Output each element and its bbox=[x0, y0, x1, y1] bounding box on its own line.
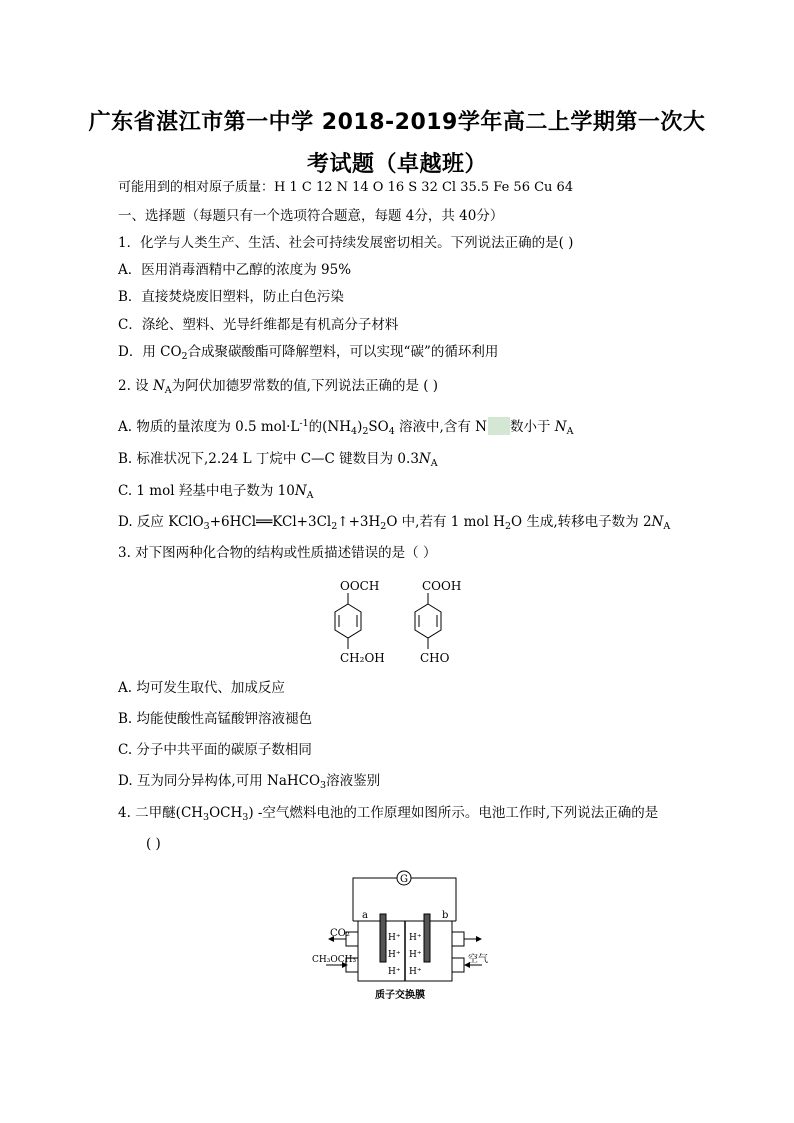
q2-d-t2: +6HCl bbox=[209, 514, 257, 530]
mol2-bottom-label: CHO bbox=[420, 651, 450, 665]
q3-structures-figure bbox=[320, 574, 480, 670]
ammonium-ion-image-placeholder bbox=[488, 417, 510, 435]
q4-answer-paren: ( ) bbox=[146, 836, 161, 852]
q4-s2: 3 bbox=[242, 812, 249, 823]
q2-option-d bbox=[118, 514, 670, 535]
q2-a-sup: -1 bbox=[299, 418, 309, 429]
q3-option-a: A. 均可发生取代、加成反应 bbox=[118, 680, 285, 696]
q2-d-s2: 2 bbox=[331, 521, 338, 532]
q1-d-text: D．用 CO bbox=[118, 344, 182, 360]
q2-c-a: A bbox=[306, 490, 314, 501]
q2-d-t3: KCl+3Cl bbox=[272, 514, 332, 530]
q2-c-n: N bbox=[294, 483, 307, 499]
q3-option-d bbox=[118, 773, 380, 794]
q2-b-pre: B. 标准状况下,2.24 L 丁烷中 C—C 键数目为 0.3 bbox=[118, 451, 419, 467]
q2-stem-post: 为阿伏加德罗常数的值,下列说法正确的是 ( ) bbox=[171, 378, 439, 394]
co2-label: CO₂ bbox=[330, 928, 350, 939]
q2-d-s3: 2 bbox=[380, 521, 387, 532]
air-label: 空气 bbox=[468, 954, 488, 965]
electrode-b-label: b bbox=[442, 910, 449, 921]
q2-d-n: N bbox=[651, 514, 664, 530]
electrode-a-label: a bbox=[362, 910, 368, 921]
q2-d-s1: 3 bbox=[203, 521, 210, 532]
ch3och3-label: CH₃OCH₃ bbox=[312, 955, 357, 965]
q4-t3: ) -空气燃料电池的工作原理如图所示。电池工作时,下列说法正确的是 bbox=[248, 805, 659, 821]
right-outlet-port bbox=[452, 932, 464, 946]
electrode-b bbox=[424, 914, 430, 962]
atomic-masses: 可能用到的相对原子质量：H 1 C 12 N 14 O 16 S 32 Cl 35.5 Fe 56 Cu 64 bbox=[118, 180, 574, 195]
q2-a-post: 数小于 bbox=[509, 419, 555, 435]
q2-a-pre: A. 物质的量浓度为 0.5 mol·L bbox=[118, 419, 300, 435]
q3-d-sub: 3 bbox=[320, 780, 327, 791]
exam-title-line2: 考试题（卓越班） bbox=[306, 152, 487, 177]
q1-option-b: B．直接焚烧废旧塑料，防止白色污染 bbox=[118, 289, 344, 305]
h-plus-left-3: H⁺ bbox=[388, 967, 401, 977]
q3-d-pre: D. 互为同分异构体,可用 NaHCO bbox=[118, 773, 321, 789]
q2-a-n: N bbox=[554, 419, 567, 435]
q2-a-mid: 的(NH bbox=[308, 419, 352, 435]
h-plus-right-1: H⁺ bbox=[409, 933, 422, 943]
h-plus-left-1: H⁺ bbox=[388, 933, 401, 943]
q4-t1: 4. 二甲醚(CH bbox=[118, 805, 204, 821]
q1-option-a: A．医用消毒酒精中乙醇的浓度为 95% bbox=[118, 262, 352, 278]
q2-stem-n: N bbox=[152, 378, 165, 394]
q2-d-t4: ↑+3H bbox=[337, 514, 381, 530]
h-plus-left-2: H⁺ bbox=[388, 950, 401, 960]
q2-d-s4: 2 bbox=[504, 521, 511, 532]
mol1-top-label: OOCH bbox=[340, 579, 380, 593]
q2-a-sub4b: 4 bbox=[388, 426, 395, 437]
q4-stem bbox=[118, 805, 658, 826]
q1-stem: 1．化学与人类生产、生活、社会可持续发展密切相关。下列说法正确的是( ) bbox=[118, 235, 574, 251]
right-inlet-port bbox=[452, 958, 464, 972]
fuel-cell-diagram bbox=[308, 866, 498, 1016]
q3-d-post: 溶液鉴别 bbox=[326, 773, 381, 789]
q2-d-a: A bbox=[663, 521, 671, 532]
membrane-label: 质子交换膜 bbox=[375, 990, 425, 1001]
q2-b-n: N bbox=[418, 451, 431, 467]
q2-d-t5: O 中,若有 1 mol H bbox=[386, 514, 505, 530]
h-plus-right-2: H⁺ bbox=[409, 950, 422, 960]
q2-stem bbox=[118, 378, 438, 399]
q4-s1: 3 bbox=[203, 812, 210, 823]
q2-d-t6: O 生成,转移电子数为 2 bbox=[511, 514, 652, 530]
q2-a-mid2: ) bbox=[357, 419, 363, 435]
q2-stem-pre: 2. 设 bbox=[118, 378, 153, 394]
q2-option-a bbox=[118, 416, 573, 440]
q2-option-b bbox=[118, 451, 438, 472]
q3-option-c: C. 分子中共平面的碳原子数相同 bbox=[118, 742, 312, 758]
q1-option-d bbox=[118, 344, 498, 365]
exam-title-line1: 广东省湛江市第一中学 2018-2019学年高二上学期第一次大 bbox=[88, 110, 706, 135]
section-heading: 一、选择题（每题只有一个选项符合题意，每题 4分，共 40分） bbox=[118, 208, 504, 224]
q2-a-mid4: 溶液中,含有 N bbox=[394, 419, 487, 435]
q2-c-pre: C. 1 mol 羟基中电子数为 10 bbox=[118, 483, 295, 499]
mol2-top-label: COOH bbox=[422, 579, 462, 593]
q1-option-c: C．涤纶、塑料、光导纤维都是有机高分子材料 bbox=[118, 317, 399, 333]
mol1-bottom-label: CH₂OH bbox=[340, 651, 385, 665]
q2-a-sub4: 4 bbox=[351, 426, 358, 437]
electrode-a bbox=[380, 914, 386, 962]
q1-d-text2: 合成聚碳酸酯可降解塑料，可以实现“碳”的循环利用 bbox=[187, 344, 499, 360]
h-plus-right-3: H⁺ bbox=[409, 967, 422, 977]
q2-d-t1: D. 反应 KClO bbox=[118, 514, 204, 530]
galvanometer-label: G bbox=[400, 874, 408, 885]
right-out-arrowhead bbox=[476, 936, 482, 942]
q2-a-a: A bbox=[566, 426, 574, 437]
q3-stem: 3. 对下图两种化合物的结构或性质描述错误的是（ ） bbox=[118, 545, 437, 561]
q2-option-c bbox=[118, 483, 314, 504]
q2-a-mid3: SO bbox=[368, 419, 389, 435]
q4-t2: OCH bbox=[209, 805, 243, 821]
q2-a-sub2: 2 bbox=[362, 426, 369, 437]
q2-d-eq: ══ bbox=[256, 514, 273, 530]
q1-d-sub: 2 bbox=[181, 351, 188, 362]
q2-stem-a: A bbox=[164, 385, 172, 396]
q2-b-a: A bbox=[430, 458, 438, 469]
q3-option-b: B. 均能使酸性高锰酸钾溶液褪色 bbox=[118, 711, 313, 727]
